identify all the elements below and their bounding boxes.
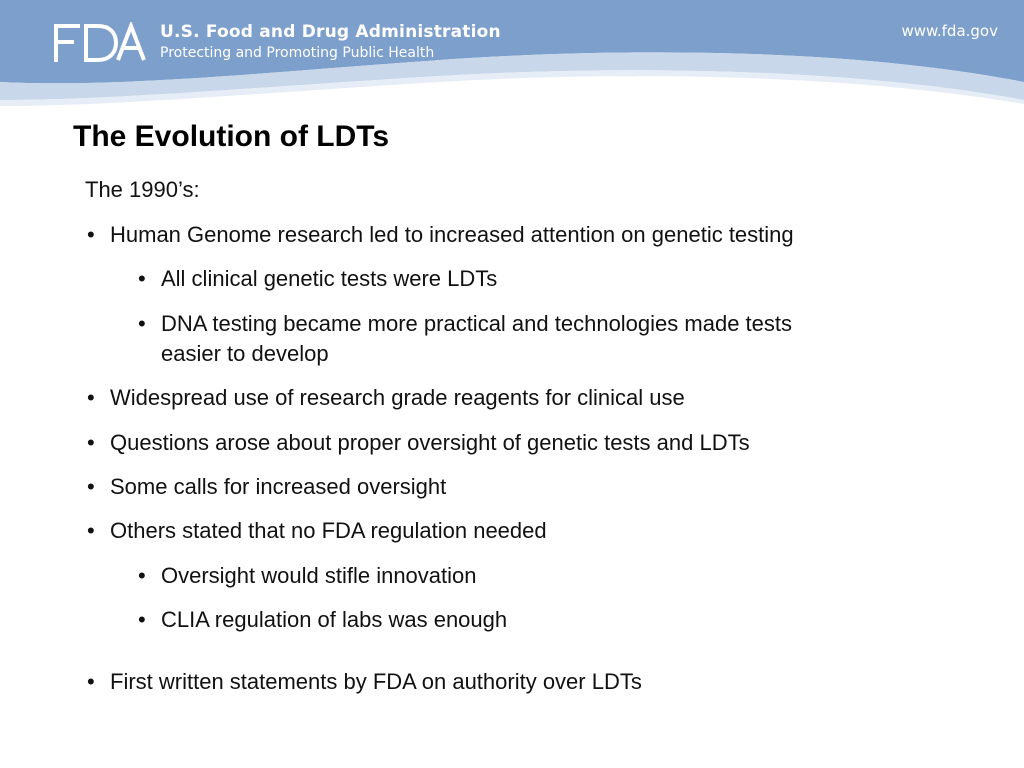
- bullet-item: Human Genome research led to increased attention on genetic testing: [110, 222, 794, 247]
- sub-bullet-item: Oversight would stifle innovation: [161, 563, 477, 588]
- sub-bullet-item: DNA testing became more practical and technologies made tests: [161, 311, 792, 336]
- bullet-item: Others stated that no FDA regulation needed: [110, 518, 547, 543]
- sub-bullet-marker: •: [138, 607, 146, 632]
- sub-bullet-item-continuation: easier to develop: [161, 341, 329, 366]
- slide-title: The Evolution of LDTs: [73, 120, 390, 153]
- bullet-item: First written statements by FDA on authority over LDTs: [110, 669, 642, 694]
- agency-tagline: Protecting and Promoting Public Health: [160, 45, 435, 61]
- sub-bullet-marker: •: [138, 311, 146, 336]
- sub-bullet-item: CLIA regulation of labs was enough: [161, 607, 508, 632]
- bullet-marker: •: [87, 474, 95, 499]
- bullet-item: Some calls for increased oversight: [110, 474, 447, 499]
- site-url[interactable]: www.fda.gov: [901, 22, 998, 40]
- bullet-marker: •: [87, 430, 95, 455]
- intro-text: The 1990’s:: [85, 177, 200, 202]
- sub-bullet-item: All clinical genetic tests were LDTs: [161, 266, 498, 291]
- bullet-item: Widespread use of research grade reagents for clinical use: [110, 385, 685, 410]
- agency-name: U.S. Food and Drug Administration: [160, 22, 501, 42]
- bullet-marker: •: [87, 385, 95, 410]
- bullet-item: Questions arose about proper oversight of genetic tests and LDTs: [110, 430, 750, 455]
- sub-bullet-marker: •: [138, 266, 146, 291]
- sub-bullet-marker: •: [138, 563, 146, 588]
- bullet-marker: •: [87, 669, 95, 694]
- bullet-marker: •: [87, 518, 95, 543]
- bullet-marker: •: [87, 222, 95, 247]
